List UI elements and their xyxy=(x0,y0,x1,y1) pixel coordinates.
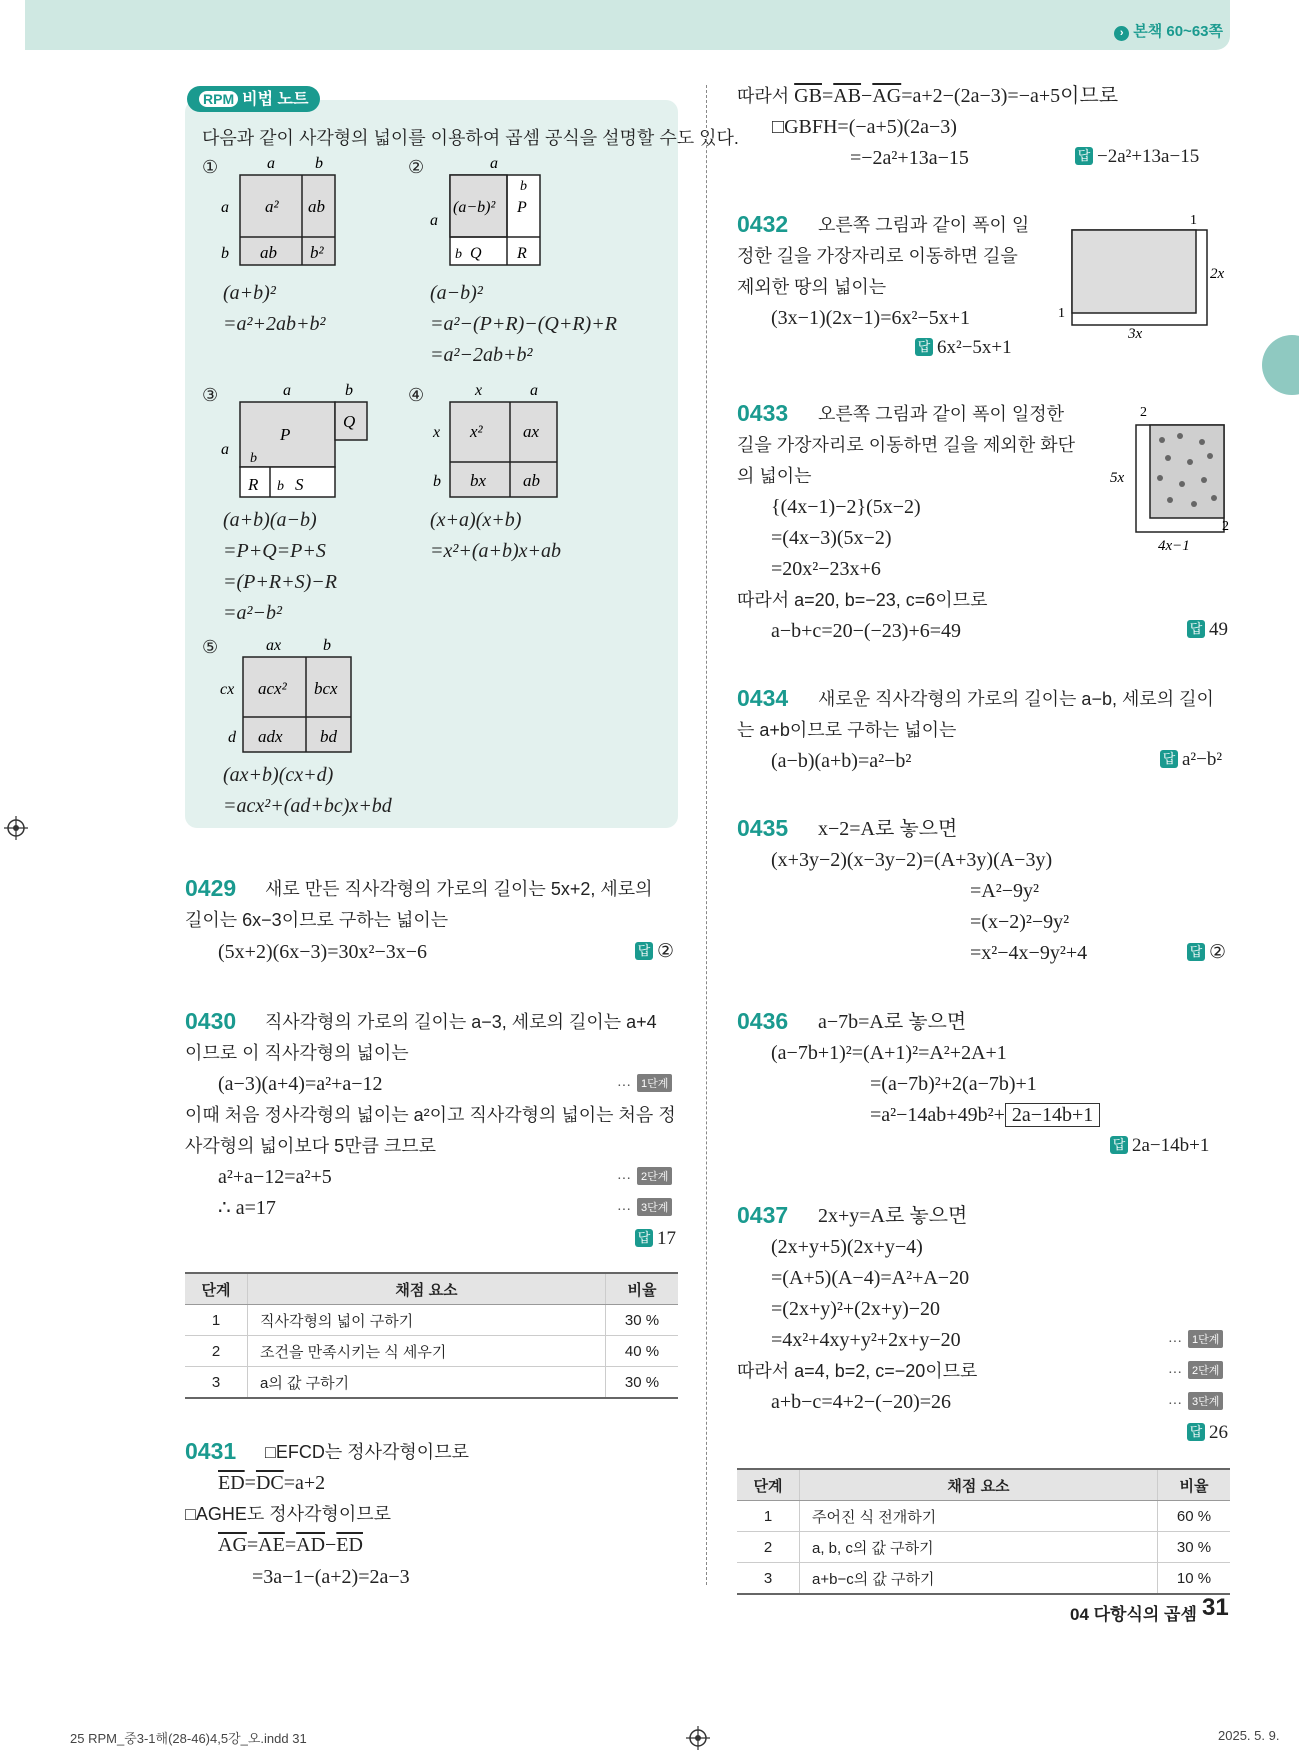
svg-text:ax: ax xyxy=(523,422,540,441)
diagram-4-figure xyxy=(425,382,565,502)
q437-line-4: =(2x+y)²+(2x+y)−20 xyxy=(771,1298,941,1320)
q434-answer: 답 a²−b² xyxy=(1160,749,1222,771)
q430-line-2: 이므로 이 직사각형의 넓이는 xyxy=(185,1043,409,1063)
svg-text:a: a xyxy=(530,382,538,399)
q435-line-4: =(x−2)²−9y² xyxy=(970,911,1070,933)
q437-step-1: ··· 1단계 xyxy=(1168,1330,1223,1351)
diagram-3-formula: (a+b)(a−b) =P+Q=P+S =(P+R+S)−R =a²−b² xyxy=(223,509,337,624)
svg-text:b: b xyxy=(323,637,331,654)
svg-text:b: b xyxy=(277,479,284,494)
q437-line-1: 2x+y=A로 놓으면 xyxy=(818,1205,968,1227)
q429-line-2: 길이는 6x−3이므로 구하는 넓이는 xyxy=(185,910,449,930)
q431-cont-line-1: 따라서 $\overline{GB}=\overline{AB}-\overline{AG}=a+2-(2a-3)=-a+5$이므로 xyxy=(737,85,1119,107)
svg-text:x²: x² xyxy=(470,422,483,441)
q436-line-2: (a−7b+1)²=(A+1)²=A²+2A+1 xyxy=(771,1042,1007,1064)
top-band xyxy=(25,0,1230,50)
svg-text:ab: ab xyxy=(260,243,277,262)
problem-number-0430: 0430 xyxy=(185,1008,237,1034)
svg-text:ax: ax xyxy=(266,637,282,654)
diagram-2-number: ② xyxy=(408,157,425,177)
table-row: 2 a, b, c의 값 구하기 30 % xyxy=(737,1532,1230,1563)
svg-text:ab: ab xyxy=(523,471,540,490)
page-number: 31 xyxy=(1202,1594,1229,1621)
svg-text:Q: Q xyxy=(343,412,356,431)
svg-text:cx: cx xyxy=(220,681,235,698)
q430-answer: 답 17 xyxy=(635,1228,676,1250)
svg-text:ab: ab xyxy=(308,197,325,216)
q434-line-1: 새로운 직사각형의 가로의 길이는 a−b, 세로의 길이 xyxy=(818,689,1214,709)
q432-figure xyxy=(1050,210,1230,340)
q437-answer: 답 26 xyxy=(1187,1422,1228,1444)
chapter-title: 04 다항식의 곱셈 xyxy=(1070,1605,1197,1624)
svg-text:a: a xyxy=(430,212,438,229)
svg-text:bcx: bcx xyxy=(314,679,338,698)
q432-line-2: 정한 길을 가장자리로 이동하면 길을 xyxy=(737,246,1018,266)
q437-line-7: a+b−c=4+2−(−20)=26 xyxy=(771,1391,952,1413)
q429-answer: 답 ② xyxy=(635,940,674,963)
q430-step-3: ··· 3단계 xyxy=(617,1198,672,1219)
registration-mark-left-icon xyxy=(4,816,28,840)
q430-line-7: ∴ a=17 xyxy=(218,1197,276,1219)
q430-line-5: 사각형의 넓이보다 5만큼 크므로 xyxy=(185,1136,437,1156)
svg-text:b: b xyxy=(250,451,257,466)
q432-fig-one-left: 1 xyxy=(1058,306,1065,321)
q431-line-1: □EFCD는 정사각형이므로 xyxy=(265,1442,469,1462)
note-intro: 다음과 같이 사각형의 넓이를 이용하여 곱셈 공식을 설명할 수도 있다. xyxy=(202,128,739,148)
q436-line-3: =(a−7b)²+2(a−7b)+1 xyxy=(870,1073,1037,1095)
problem-number-0437: 0437 xyxy=(737,1202,789,1228)
svg-text:b²: b² xyxy=(310,243,324,262)
q431-answer: 답 −2a²+13a−15 xyxy=(1075,146,1199,168)
q436-line-4: =a²−14ab+49b²+ 2a−14b+1 xyxy=(870,1100,1100,1131)
diagram-5-number: ⑤ xyxy=(202,637,219,657)
q431-cont-line-3: =−2a²+13a−15 xyxy=(850,147,969,169)
q436-boxed-term: 2a−14b+1 xyxy=(1005,1103,1100,1127)
q431-line-5: =3a−1−(a+2)=2a−3 xyxy=(252,1566,410,1588)
q437-line-2: (2x+y+5)(2x+y−4) xyxy=(771,1236,923,1258)
q437-line-3: =(A+5)(A−4)=A²+A−20 xyxy=(771,1267,970,1289)
q429-equation: (5x+2)(6x−3)=30x²−3x−6 xyxy=(218,941,428,963)
q436-answer: 답 2a−14b+1 xyxy=(1110,1135,1209,1157)
problem-number-0429: 0429 xyxy=(185,875,237,901)
diagram-1-formula: (a+b)² =a²+2ab+b² xyxy=(223,282,326,335)
q430-line-3: (a−3)(a+4)=a²+a−12 xyxy=(218,1073,383,1095)
q437-line-6: 따라서 a=4, b=2, c=−20이므로 xyxy=(737,1361,978,1381)
svg-text:R: R xyxy=(248,475,259,494)
q433-fig-height: 5x xyxy=(1110,470,1125,486)
q433-fig-two-right: 2 xyxy=(1222,519,1229,534)
q433-line-7: 따라서 a=20, b=−23, c=6이므로 xyxy=(737,590,988,610)
q433-line-3: 의 넓이는 xyxy=(737,466,812,486)
diagram-3-figure xyxy=(215,382,375,502)
q433-figure xyxy=(1110,400,1230,560)
q431-line-3: □AGHE도 정사각형이므로 xyxy=(185,1504,391,1524)
svg-text:bd: bd xyxy=(320,727,337,746)
svg-text:d: d xyxy=(228,729,236,746)
q434-line-2: 는 a+b이므로 구하는 넓이는 xyxy=(737,720,957,740)
q433-line-1: 오른쪽 그림과 같이 폭이 일정한 xyxy=(818,404,1065,424)
table-row: 2 조건을 만족시키는 식 세우기 40 % xyxy=(185,1336,678,1367)
column-divider xyxy=(706,85,707,1585)
svg-text:a: a xyxy=(221,199,229,216)
svg-text:x: x xyxy=(475,382,483,399)
diagram-5-figure xyxy=(218,632,358,757)
q432-fig-width: 3x xyxy=(1128,326,1143,340)
svg-text:S: S xyxy=(295,475,304,494)
q433-line-8: a−b+c=20−(−23)+6=49 xyxy=(771,620,962,642)
q433-answer: 답 49 xyxy=(1187,619,1228,641)
q437-line-5: =4x²+4xy+y²+2x+y−20 xyxy=(771,1329,961,1351)
svg-text:a: a xyxy=(490,155,498,172)
q435-line-1: x−2=A로 놓으면 xyxy=(818,818,958,840)
table-row: 3 a+b−c의 값 구하기 10 % xyxy=(737,1563,1230,1595)
svg-text:R: R xyxy=(517,245,527,262)
q435-line-5: =x²−4x−9y²+4 xyxy=(970,942,1088,964)
svg-text:(a−b)²: (a−b)² xyxy=(453,199,496,216)
q432-line-4: (3x−1)(2x−1)=6x²−5x+1 xyxy=(771,307,971,329)
q432-line-3: 제외한 땅의 넓이는 xyxy=(737,277,887,297)
q433-line-2: 길을 가장자리로 이동하면 길을 제외한 화단 xyxy=(737,435,1075,455)
svg-text:P: P xyxy=(517,199,527,216)
q431-cont-line-2: □GBFH=(−a+5)(2a−3) xyxy=(772,116,957,138)
q434-line-3: (a−b)(a+b)=a²−b² xyxy=(771,750,912,772)
footer-filename: 25 RPM_중3-1해(28-46)4,5강_오.indd 31 xyxy=(70,1731,307,1746)
svg-text:b: b xyxy=(315,155,323,172)
q430-line-6: a²+a−12=a²+5 xyxy=(218,1166,332,1188)
problem-number-0436: 0436 xyxy=(737,1008,789,1034)
svg-text:b: b xyxy=(221,245,229,262)
diagram-2-figure xyxy=(425,155,545,275)
q429-line-1: 새로 만든 직사각형의 가로의 길이는 5x+2, 세로의 xyxy=(265,879,653,899)
diagram-3-number: ③ xyxy=(202,385,219,405)
q432-answer: 답 6x²−5x+1 xyxy=(915,337,1012,359)
table-header-row: 단계 채점 요소 비율 xyxy=(185,1273,678,1305)
arrow-icon: › xyxy=(1114,26,1129,41)
q435-line-2: (x+3y−2)(x−3y−2)=(A+3y)(A−3y) xyxy=(771,849,1053,871)
q430-step-1: ··· 1단계 xyxy=(617,1074,672,1095)
q437-step-3: ··· 3단계 xyxy=(1168,1392,1223,1413)
problem-number-0431: 0431 xyxy=(185,1438,237,1464)
q430-step-2: ··· 2단계 xyxy=(617,1167,672,1188)
table-header-row: 단계 채점 요소 비율 xyxy=(737,1469,1230,1501)
scoring-table-0430 xyxy=(185,1272,678,1399)
svg-text:b: b xyxy=(455,247,462,262)
textbook-reference: › 본책 60~63쪽 xyxy=(1114,20,1223,41)
q435-answer: 답 ② xyxy=(1187,941,1226,964)
scoring-table-0437 xyxy=(737,1468,1230,1595)
table-row: 3 a의 값 구하기 30 % xyxy=(185,1367,678,1399)
svg-text:a: a xyxy=(283,382,291,399)
q432-fig-one-top: 1 xyxy=(1190,213,1197,228)
svg-text:b: b xyxy=(345,382,353,399)
table-row: 1 직사각형의 넓이 구하기 30 % xyxy=(185,1305,678,1336)
problem-number-0433: 0433 xyxy=(737,400,789,426)
diagram-4-number: ④ xyxy=(408,385,425,405)
svg-text:bx: bx xyxy=(470,471,487,490)
diagram-2-formula: (a−b)² =a²−(P+R)−(Q+R)+R =a²−2ab+b² xyxy=(430,282,617,366)
q430-line-4: 이때 처음 정사각형의 넓이는 a²이고 직사각형의 넓이는 처음 정 xyxy=(185,1105,676,1125)
svg-text:b: b xyxy=(520,179,527,194)
problem-number-0434: 0434 xyxy=(737,685,789,711)
diagram-1-number: ① xyxy=(202,157,219,177)
q432-fig-height: 2x xyxy=(1210,266,1225,282)
diagram-1-figure xyxy=(215,155,350,275)
chapter-side-tab xyxy=(1262,335,1299,395)
svg-text:acx²: acx² xyxy=(258,679,287,698)
svg-text:a: a xyxy=(267,155,275,172)
svg-text:b: b xyxy=(433,473,441,490)
q430-line-1: 직사각형의 가로의 길이는 a−3, 세로의 길이는 a+4 xyxy=(265,1012,657,1032)
q433-line-6: =20x²−23x+6 xyxy=(771,558,881,580)
q433-fig-two-top: 2 xyxy=(1140,405,1147,420)
q431-line-2: $\overline{ED}=\overline{DC}=a+2$ xyxy=(218,1472,326,1494)
diagram-5-formula: (ax+b)(cx+d) =acx²+(ad+bc)x+bd xyxy=(223,764,392,817)
svg-text:x: x xyxy=(433,424,441,441)
q437-step-2: ··· 2단계 xyxy=(1168,1361,1223,1382)
svg-text:Q: Q xyxy=(470,245,482,262)
svg-text:adx: adx xyxy=(258,727,283,746)
svg-text:a²: a² xyxy=(265,197,279,216)
q435-line-3: =A²−9y² xyxy=(970,880,1039,902)
q432-line-1: 오른쪽 그림과 같이 폭이 일 xyxy=(818,215,1030,235)
diagram-4-formula: (x+a)(x+b) =x²+(a+b)x+ab xyxy=(430,509,562,562)
q433-fig-width: 4x−1 xyxy=(1158,538,1190,554)
footer-date: 2025. 5. 9. xyxy=(1218,1728,1280,1743)
q436-line-1: a−7b=A로 놓으면 xyxy=(818,1011,967,1033)
registration-mark-icon xyxy=(686,1726,710,1750)
svg-text:a: a xyxy=(221,441,229,458)
problem-number-0435: 0435 xyxy=(737,815,789,841)
q433-line-4: {(4x−1)−2}(5x−2) xyxy=(771,496,921,518)
table-row: 1 주어진 식 전개하기 60 % xyxy=(737,1501,1230,1532)
rpm-note-tag: RPM 비법 노트 xyxy=(187,86,320,112)
q433-line-5: =(4x−3)(5x−2) xyxy=(771,527,892,549)
svg-text:P: P xyxy=(280,425,291,444)
q431-line-4: $\overline{AG}=\overline{AE}=\overline{AD}-\overline{ED}$ xyxy=(218,1534,363,1556)
problem-number-0432: 0432 xyxy=(737,211,789,237)
